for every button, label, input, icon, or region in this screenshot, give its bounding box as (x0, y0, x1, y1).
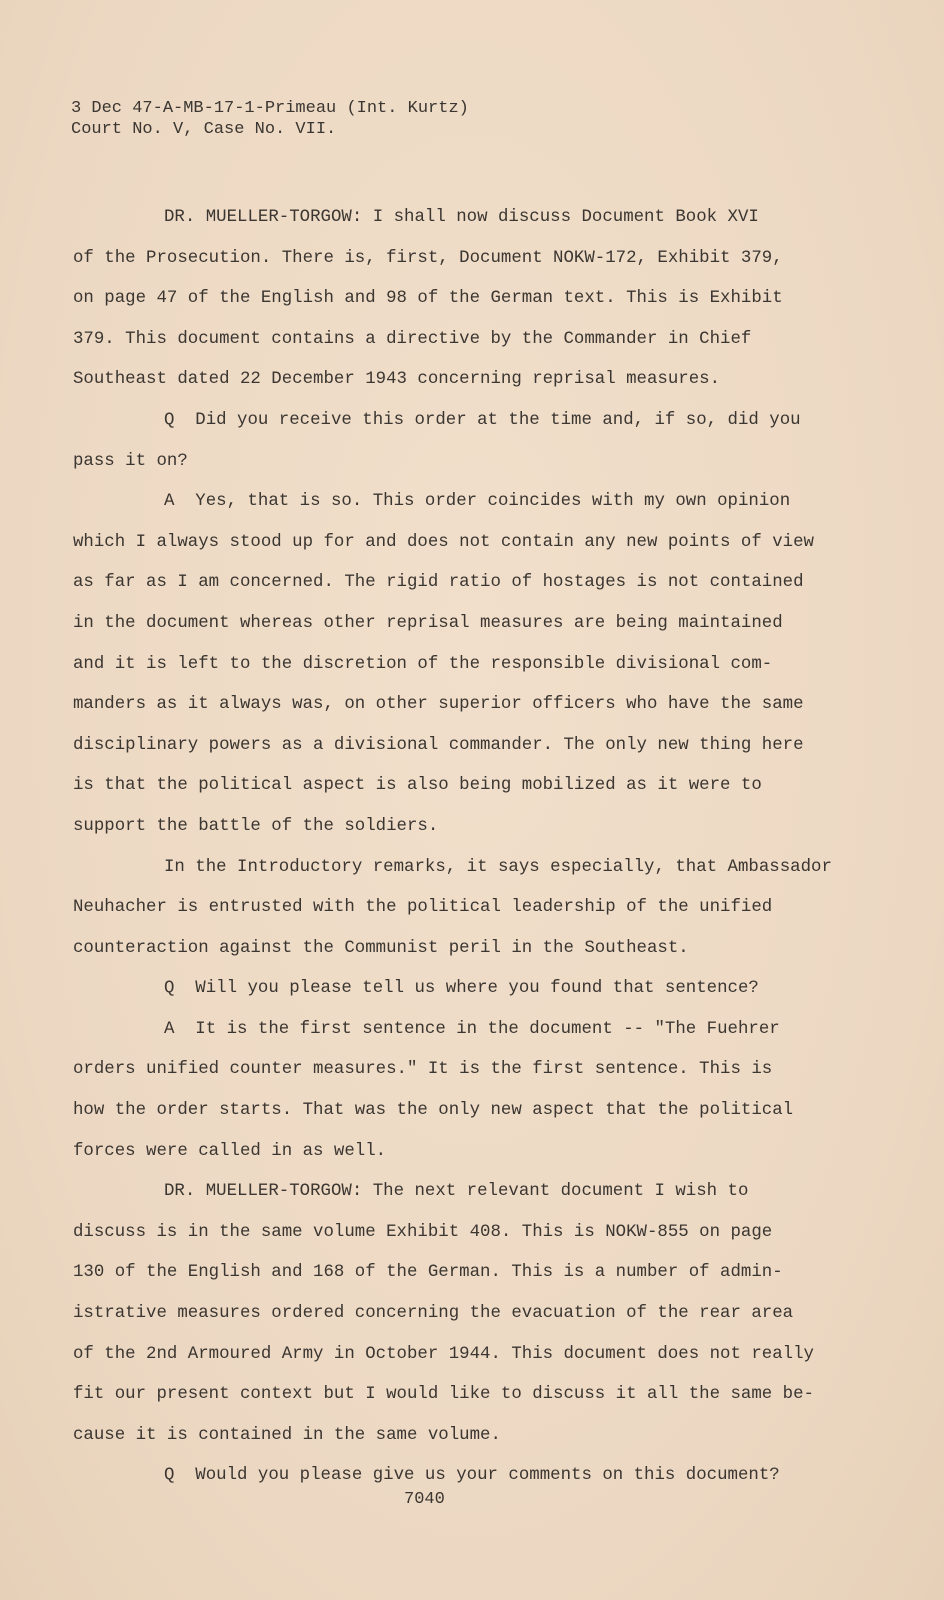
text-line: Q Would you please give us your comments on this document? (164, 1466, 780, 1486)
text-line: Neuhacher is entrusted with the political leadership of the unified (73, 898, 773, 918)
paragraph (73, 1010, 873, 1172)
text-line: Southeast dated 22 December 1943 concerning reprisal measures. (73, 370, 721, 390)
text-line: forces were called in as well. (73, 1141, 387, 1161)
text-line: disciplinary powers as a divisional commander. The only new thing here (73, 735, 804, 755)
text-line: and it is left to the discretion of the responsible divisional com- (73, 654, 773, 674)
text-line: Q Will you please tell us where you found that sentence? (164, 979, 759, 999)
text-line: 379. This document contains a directive by the Commander in Chief (73, 329, 752, 349)
text-line: orders unified counter measures." It is the first sentence. This is (73, 1060, 773, 1080)
text-line: DR. MUELLER-TORGOW: The next relevant document I wish to (164, 1182, 749, 1202)
document-header (71, 98, 469, 140)
text-line: which I always stood up for and does not contain any new points of view (73, 532, 814, 552)
text-line: DR. MUELLER-TORGOW: I shall now discuss Document Book XVI (164, 208, 759, 227)
paragraph (73, 198, 873, 401)
paragraph (73, 1456, 873, 1497)
text-line: as far as I am concerned. The rigid ratio of hostages is not contained (73, 573, 804, 593)
text-line: support the battle of the soldiers. (73, 816, 439, 836)
text-line: A It is the first sentence in the document -- "The Fuehrer (164, 1019, 780, 1039)
header-court-case: Court No. V, Case No. VII. (71, 120, 337, 139)
text-line: cause it is contained in the same volume. (73, 1425, 501, 1445)
paragraph (73, 1172, 873, 1456)
text-line: A Yes, that is so. This order coincides with my own opinion (164, 492, 791, 512)
text-line: on page 47 of the English and 98 of the German text. This is Exhibit (73, 289, 783, 309)
text-line: of the Prosecution. There is, first, Document NOKW-172, Exhibit 379, (73, 248, 783, 268)
paragraph (73, 848, 873, 970)
header-reference: 3 Dec 47-A-MB-17-1-Primeau (Int. Kurtz) (71, 99, 469, 118)
text-line: manders as it always was, on other superior officers who have the same (73, 695, 804, 715)
text-line: fit our present context but I would like to discuss it all the same be- (73, 1385, 814, 1405)
text-line: is that the political aspect is also being mobilized as it were to (73, 776, 762, 796)
document-body (73, 198, 873, 1497)
paragraph (73, 969, 873, 1010)
text-line: pass it on? (73, 451, 188, 471)
text-line: istrative measures ordered concerning the evacuation of the rear area (73, 1304, 794, 1324)
text-line: counteraction against the Communist peril in the Southeast. (73, 938, 689, 958)
page-number: 7040 (404, 1490, 445, 1509)
text-line: in the document whereas other reprisal measures are being maintained (73, 613, 783, 633)
text-line: 130 of the English and 168 of the German. This is a number of admin- (73, 1263, 783, 1283)
text-line: Q Did you receive this order at the time and, if so, did you (164, 410, 801, 430)
text-line: of the 2nd Armoured Army in October 1944. This document does not really (73, 1344, 814, 1364)
text-line: In the Introductory remarks, it says especially, that Ambassador (164, 857, 832, 877)
text-line: discuss is in the same volume Exhibit 408. This is NOKW-855 on page (73, 1222, 773, 1242)
paragraph (73, 401, 873, 482)
paragraph (73, 482, 873, 847)
text-line: how the order starts. That was the only new aspect that the political (73, 1101, 794, 1121)
